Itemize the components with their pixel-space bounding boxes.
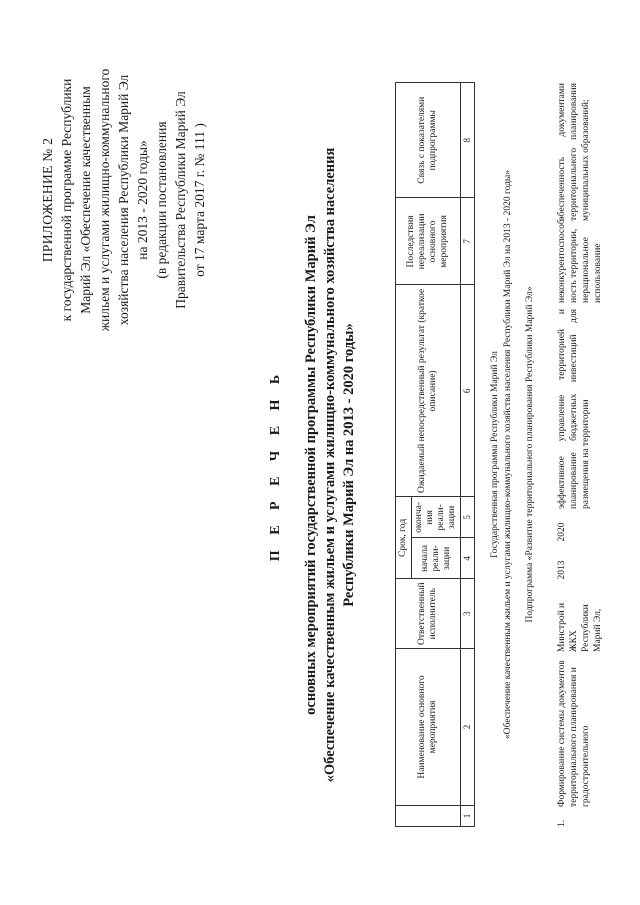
row-consequences: неконкурентоспособ-ность территории, нерациональное использование <box>557 216 603 303</box>
col-number: 4 <box>461 538 475 579</box>
measures-table <box>395 82 475 827</box>
appendix-line: к государственной программе Республики <box>59 78 74 322</box>
header-consequences: Последствия нереализации основного мероприятия <box>396 198 461 285</box>
row-executor: Минстрой и ЖКХ Республики Марий Эл, <box>557 602 603 652</box>
section-program: Государственная программа Республики Марий Эл <box>490 351 500 558</box>
appendix-line: Марий Эл «Обеспечение качественным <box>78 86 93 314</box>
header-executor: Ответственный исполнитель <box>396 579 461 649</box>
heading-line: Республики Марий Эл на 2013 - 2020 годы» <box>341 323 357 607</box>
appendix-line: (в редакции постановления <box>154 121 169 279</box>
header-link: Связь с показателями подпрограммы <box>396 83 461 198</box>
heading-line: основных мероприятий государственной программы Республики Марий Эл <box>303 215 319 715</box>
col-number: 3 <box>461 579 475 649</box>
section-subprogram: Подпрограмма «Развитие территориального планирования Республики Марий Эл» <box>525 286 535 623</box>
row-number: 1. <box>557 819 567 827</box>
heading-line: «Обеспечение качественным жильем и услугами жилищно-коммунального хозяйства населения <box>322 147 338 783</box>
col-number: 2 <box>461 649 475 806</box>
col-number: 6 <box>461 285 475 497</box>
section-program-full: «Обеспечение качественным жильем и услугами жилищно-коммунального хозяйства населения Республики Марий Эл на 2013 - 2020 годы» <box>503 169 513 740</box>
appendix-block <box>38 50 209 350</box>
appendix-line: от 17 марта 2017 г. № 111 ) <box>192 123 207 277</box>
document-heading <box>268 85 359 845</box>
row-result: эффективное управление территорией и планирование бюджетных инвестиций для размещения на территории <box>557 309 591 509</box>
header-term: Срок, год <box>396 497 412 579</box>
heading-title: П Е Р Е Ч Е Н Ь <box>268 368 283 562</box>
row-start: 2013 <box>557 560 567 580</box>
col-blank <box>396 806 461 827</box>
row-name: Формирование системы документов территориального планирования и градостроительного <box>557 660 591 807</box>
appendix-line: жильем и услугами жилищно-коммунального <box>97 68 112 332</box>
table-row <box>556 82 640 827</box>
header-start: начала реали-зации <box>412 538 461 579</box>
row-end: 2020 <box>557 522 567 542</box>
header-end: оконча-ния реали-зации <box>412 497 461 538</box>
col-number: 1 <box>461 806 475 827</box>
appendix-line: хозяйства населения Республики Марий Эл <box>116 74 131 326</box>
appendix-title: ПРИЛОЖЕНИЕ № 2 <box>40 137 55 263</box>
col-number: 7 <box>461 198 475 285</box>
appendix-line: на 2013 - 2020 годы» <box>135 140 150 260</box>
header-result: Ожидаемый непосредственный результат (краткое описание) <box>396 285 461 497</box>
header-name: Наименование основного мероприятия <box>396 649 461 806</box>
appendix-line: Правительства Республики Марий Эл <box>173 91 188 309</box>
row-link: обеспеченность документами территориального планирования муниципальных образований; <box>557 83 591 221</box>
col-number: 8 <box>461 83 475 198</box>
col-number: 5 <box>461 497 475 538</box>
